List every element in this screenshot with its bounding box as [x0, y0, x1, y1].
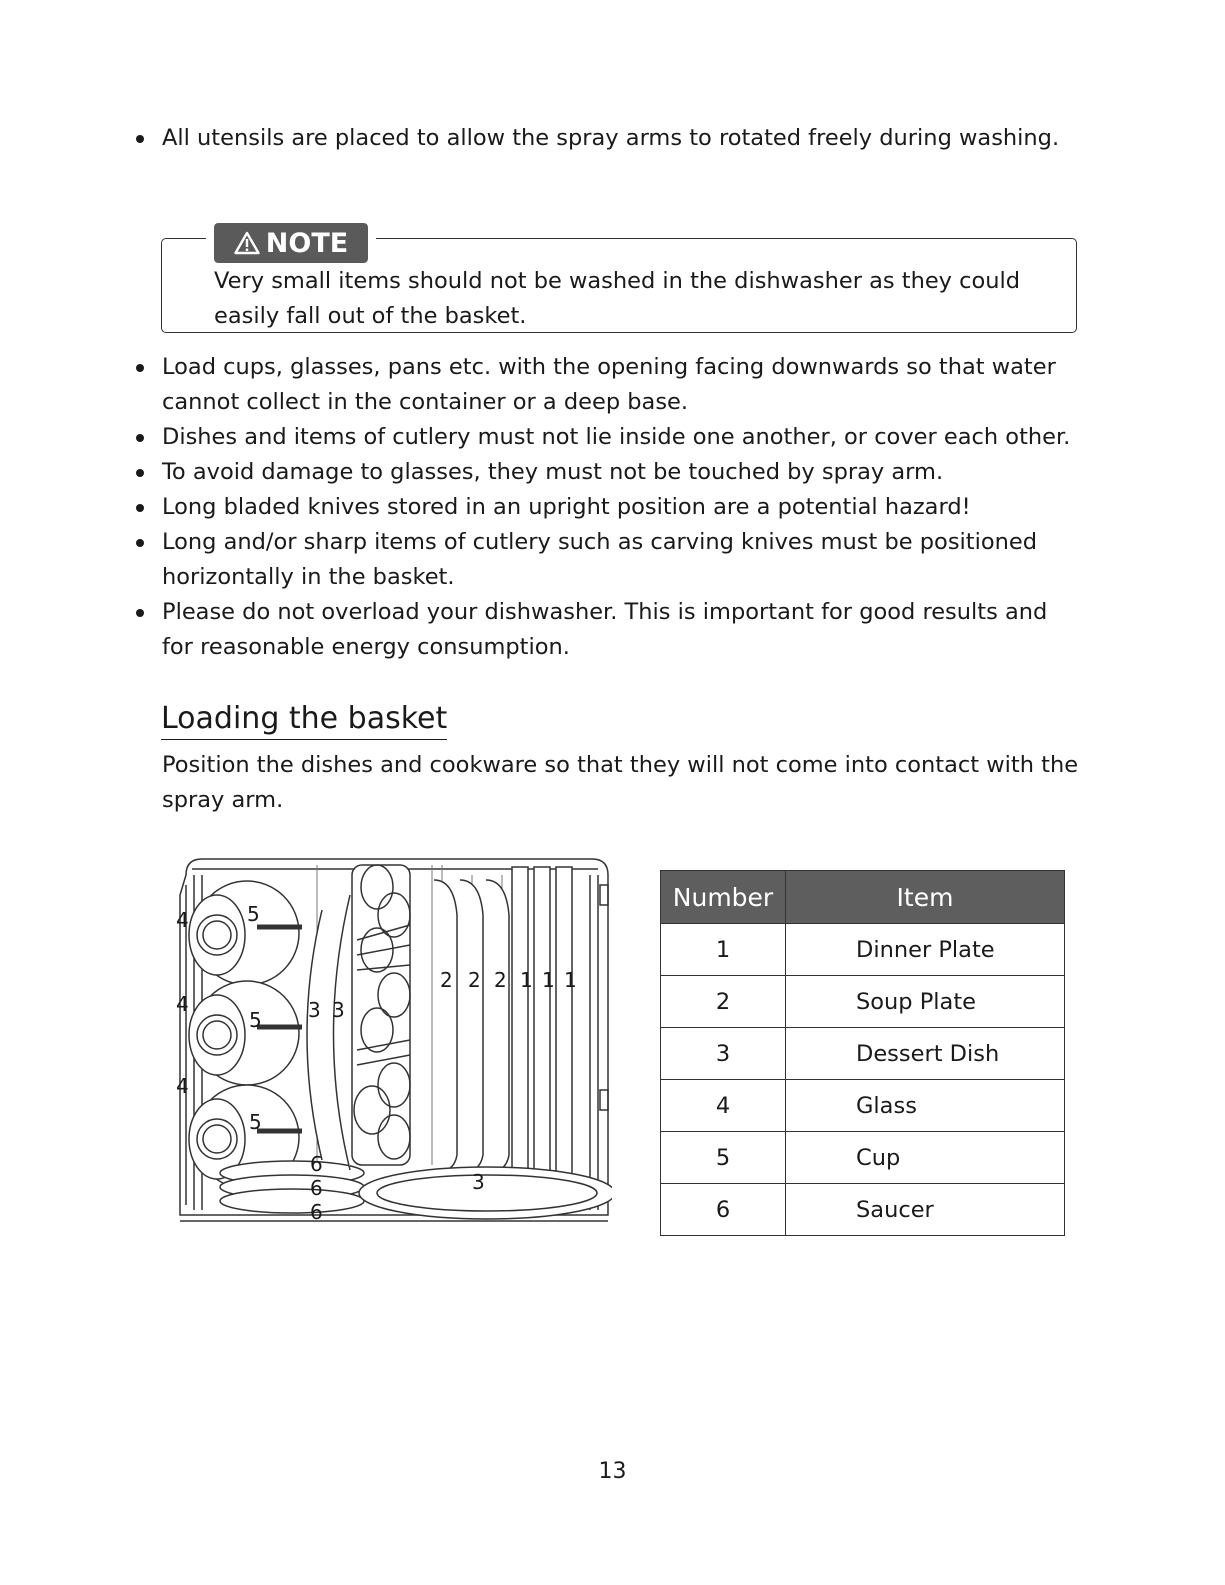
column-header-item: Item — [786, 871, 1065, 924]
bullet-list-main — [0, 350, 1225, 665]
table-header-row — [661, 871, 1065, 924]
warning-icon — [234, 231, 260, 255]
row-number: 3 — [661, 1028, 786, 1080]
cup-stack — [189, 881, 302, 1189]
table-row — [661, 976, 1065, 1028]
row-number: 4 — [661, 1080, 786, 1132]
diagram-label-dessert: 3 — [472, 1170, 485, 1194]
row-number: 2 — [661, 976, 786, 1028]
diagram-label-cup: 5 — [249, 1110, 262, 1134]
diagram-label-glass: 4 — [176, 1074, 189, 1098]
item-legend-table — [660, 870, 1065, 1236]
diagram-label-dinner: 1 — [542, 968, 555, 992]
page-number: 13 — [598, 1459, 627, 1484]
table-row — [661, 1184, 1065, 1236]
diagram-label-cup: 5 — [249, 1008, 262, 1032]
table-row — [661, 1028, 1065, 1080]
bullet-item: Please do not overload your dishwasher. This is important for good results and for reasonable energy consumption. — [0, 595, 1225, 665]
note-text: Very small items should not be washed in the dishwasher as they could easily fall out of the basket. — [214, 268, 1021, 329]
diagram-label-cup: 5 — [247, 902, 260, 926]
diagram-label-dinner: 1 — [520, 968, 533, 992]
row-item: Soup Plate — [786, 976, 1065, 1028]
note-label: NOTE — [265, 227, 349, 259]
bullet-item: Load cups, glasses, pans etc. with the opening facing downwards so that water cannot collect in the container or a deep base. — [0, 350, 1225, 420]
diagram-label-soup: 2 — [494, 968, 507, 992]
diagram-label-saucer: 6 — [310, 1176, 323, 1200]
diagram-label-glass: 4 — [176, 992, 189, 1016]
row-item: Glass — [786, 1080, 1065, 1132]
row-number: 5 — [661, 1132, 786, 1184]
section-body: Position the dishes and cookware so that they will not come into contact with the spray arm. — [162, 752, 1079, 813]
bullet-item: All utensils are placed to allow the spray arms to rotated freely during washing. — [0, 121, 1225, 156]
diagram-label-dessert: 3 — [332, 998, 345, 1022]
note-badge — [214, 223, 368, 263]
diagram-label-soup: 2 — [440, 968, 453, 992]
diagram-label-saucer: 6 — [310, 1200, 323, 1224]
diagram-label-soup: 2 — [468, 968, 481, 992]
table-row — [661, 924, 1065, 976]
row-number: 1 — [661, 924, 786, 976]
diagram-label-dinner: 1 — [564, 968, 577, 992]
bullet-item: Long bladed knives stored in an upright position are a potential hazard! — [0, 490, 1225, 525]
row-item: Dinner Plate — [786, 924, 1065, 976]
bullet-list-top — [0, 121, 1225, 156]
bullet-item: Long and/or sharp items of cutlery such as carving knives must be positioned horizontally in the basket. — [0, 525, 1225, 595]
diagram-label-glass: 4 — [176, 908, 189, 932]
row-number: 6 — [661, 1184, 786, 1236]
section-title: Loading the basket — [161, 700, 447, 740]
row-item: Saucer — [786, 1184, 1065, 1236]
column-header-number: Number — [661, 871, 786, 924]
row-item: Dessert Dish — [786, 1028, 1065, 1080]
diagram-label-dessert: 3 — [308, 998, 321, 1022]
table-row — [661, 1132, 1065, 1184]
bullet-item: Dishes and items of cutlery must not lie inside one another, or cover each other. — [0, 420, 1225, 455]
cutlery-basket — [352, 865, 410, 1165]
basket-loading-diagram — [172, 855, 612, 1235]
table-row — [661, 1080, 1065, 1132]
row-item: Cup — [786, 1132, 1065, 1184]
bullet-item: To avoid damage to glasses, they must not be touched by spray arm. — [0, 455, 1225, 490]
saucer-stack — [220, 1161, 364, 1213]
note-box — [161, 227, 1077, 333]
diagram-label-saucer: 6 — [310, 1152, 323, 1176]
